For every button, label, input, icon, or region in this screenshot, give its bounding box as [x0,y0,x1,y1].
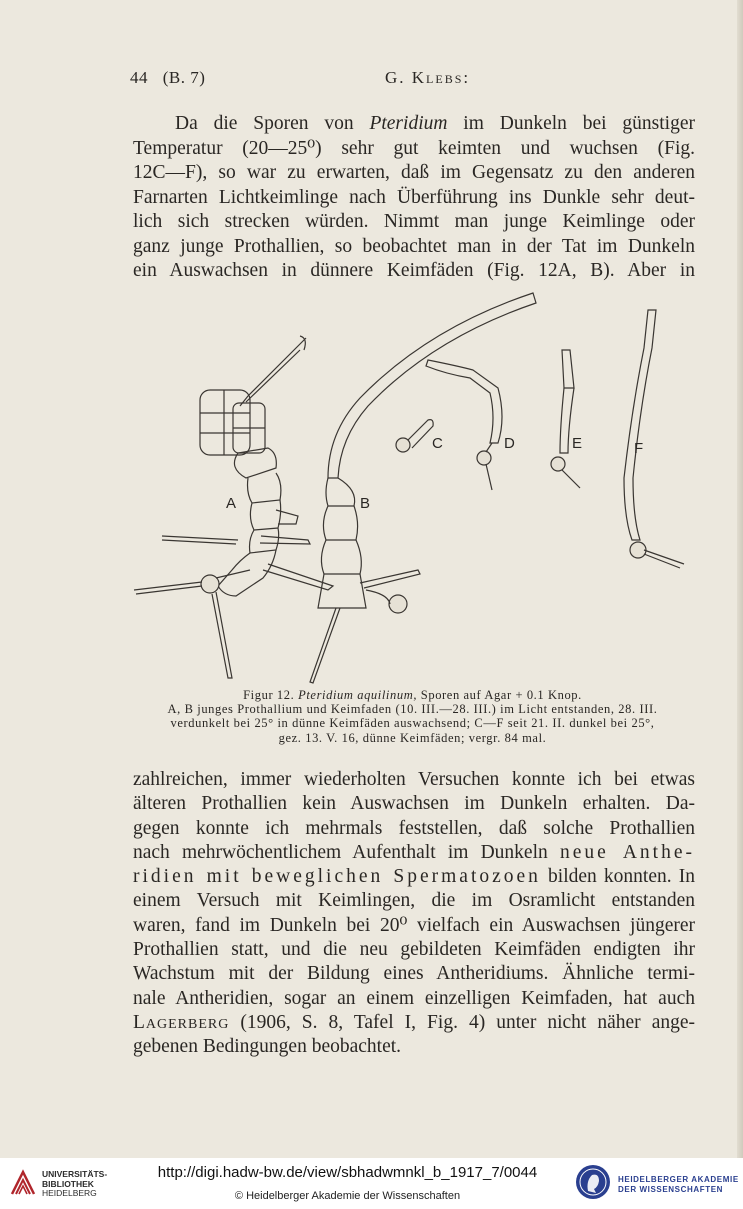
academy-seal-icon [574,1163,612,1201]
figure-caption [130,688,695,745]
text-line: 12C—F), so war zu erwarten, daß im Gegensatz zu den anderen [133,162,695,183]
copyright-notice: © Heidelberger Akademie der Wissenschaften [234,1190,461,1202]
caption-line: A, B junges Prothallium und Keimfaden (10. III.—28. III.) im Licht entstanden, 28. III. [167,702,658,717]
text-line: Lagerberg (1906, S. 8, Tafel I, Fig. 4) unter nicht näher ange- [133,1011,695,1033]
academy-name-line: DER WISSENSCHAFTEN [618,1185,724,1194]
figure-label-a: A [226,495,237,512]
viewer-footer [0,1158,743,1209]
figure-label-e: E [572,435,583,452]
author-smallcaps: Lagerberg [133,1011,230,1033]
text-line: nach mehrwöchentlichem Aufenthalt im Dunkeln neue Anthe- [133,841,695,863]
permalink-url[interactable]: http://digi.hadw-bw.de/view/sbhadwmnkl_b_1917_7/0044 [157,1164,538,1181]
text-line: nale Antheridien, sogar an einem einzelligen Keimfaden, hat auch [133,987,695,1009]
academy-logo[interactable] [574,1163,739,1203]
text-line: ridien mit beweglichen Spermatozoen bilden konnten. In [133,866,695,888]
figure-label-b: B [360,495,371,512]
spaced-emphasis: ridien mit beweglichen Spermatozoen [133,866,541,888]
paragraph-1 [133,112,695,284]
text-line: Prothallien statt, und die neu gebildeten Keimfäden endigten ihr [133,939,695,961]
species-italic: Pteridium [369,113,448,134]
text-line: Farnarten Lichtkeimlinge nach Überführung ins Dunkle sehr deut- [133,186,695,208]
text-line: ganz junge Prothallien, so beobachtet man in der Tat im Dunkeln [133,235,695,257]
figure-label-d: D [504,435,515,452]
library-name-line: UNIVERSITÄTS- [42,1169,108,1179]
page-number-section [130,68,205,88]
figure-label-c: C [432,435,443,452]
spaced-emphasis: neue Anthe- [559,841,695,863]
text-line: einem Versuch mit Keimlingen, die im Osramlicht entstanden [133,890,695,912]
running-header [130,68,695,90]
specimen-f [624,310,684,568]
page-edge [737,0,743,1158]
text-line: Wachstum mit der Bildung eines Antheridiums. Ähnliche termi- [133,963,695,985]
text-line: ein Auswachsen in dünnere Keimfäden (Fig. 12A, B). Aber in [133,260,695,281]
specimen-b [310,293,536,683]
caption-line: verdunkelt bei 25° in dünne Keimfäden auswachsend; C—F seit 21. II. dunkel bei 25°, [170,716,655,731]
specimen-d [426,360,502,490]
fern-prothallia-illustration [128,278,698,688]
caption-line: gez. 13. V. 16, dünne Keimfäden; vergr. 84 mal. [278,730,547,745]
text-line: gegen konnte ich mehrmals feststellen, daß solche Prothallien [133,817,695,839]
section-ref: (B. 7) [162,68,206,87]
specimen-e [551,350,583,488]
academy-name-line: HEIDELBERGER AKADEMIE [618,1175,739,1184]
page-number: 44 [130,68,148,87]
library-name-line: BIBLIOTHEK [42,1178,94,1189]
text-line: waren, fand im Dunkeln bei 20⁰ vielfach ein Auswachsen jüngerer [133,914,695,936]
text-line: Da die Sporen von Pteridium im Dunkeln bei günstiger [175,113,695,134]
library-name-line: HEIDELBERG [42,1188,97,1198]
text-line: zahlreichen, immer wiederholten Versuchen konnte ich bei etwas [133,769,695,790]
author-name: G. Klebs: [385,68,471,87]
figure-12-drawing [128,278,698,688]
figure-label-f: F [634,440,644,457]
text-line: Temperatur (20—25⁰) sehr gut keimten und wuchsen (Fig. [133,137,695,159]
text-line: gebenen Bedingungen beobachtet. [133,1036,402,1058]
text-line: älteren Prothallien kein Auswachsen im Dunkeln erhalten. Da- [133,793,695,815]
paragraph-2 [133,768,695,1060]
library-emblem-icon [8,1168,38,1198]
specimen-c [396,420,433,452]
text-line: lich sich strecken würden. Nimmt man junge Keimlinge oder [133,211,695,232]
university-library-logo[interactable] [8,1164,138,1204]
caption-title: Figur 12. Pteridium aquilinum, Sporen auf Agar + 0.1 Knop. [243,688,582,702]
